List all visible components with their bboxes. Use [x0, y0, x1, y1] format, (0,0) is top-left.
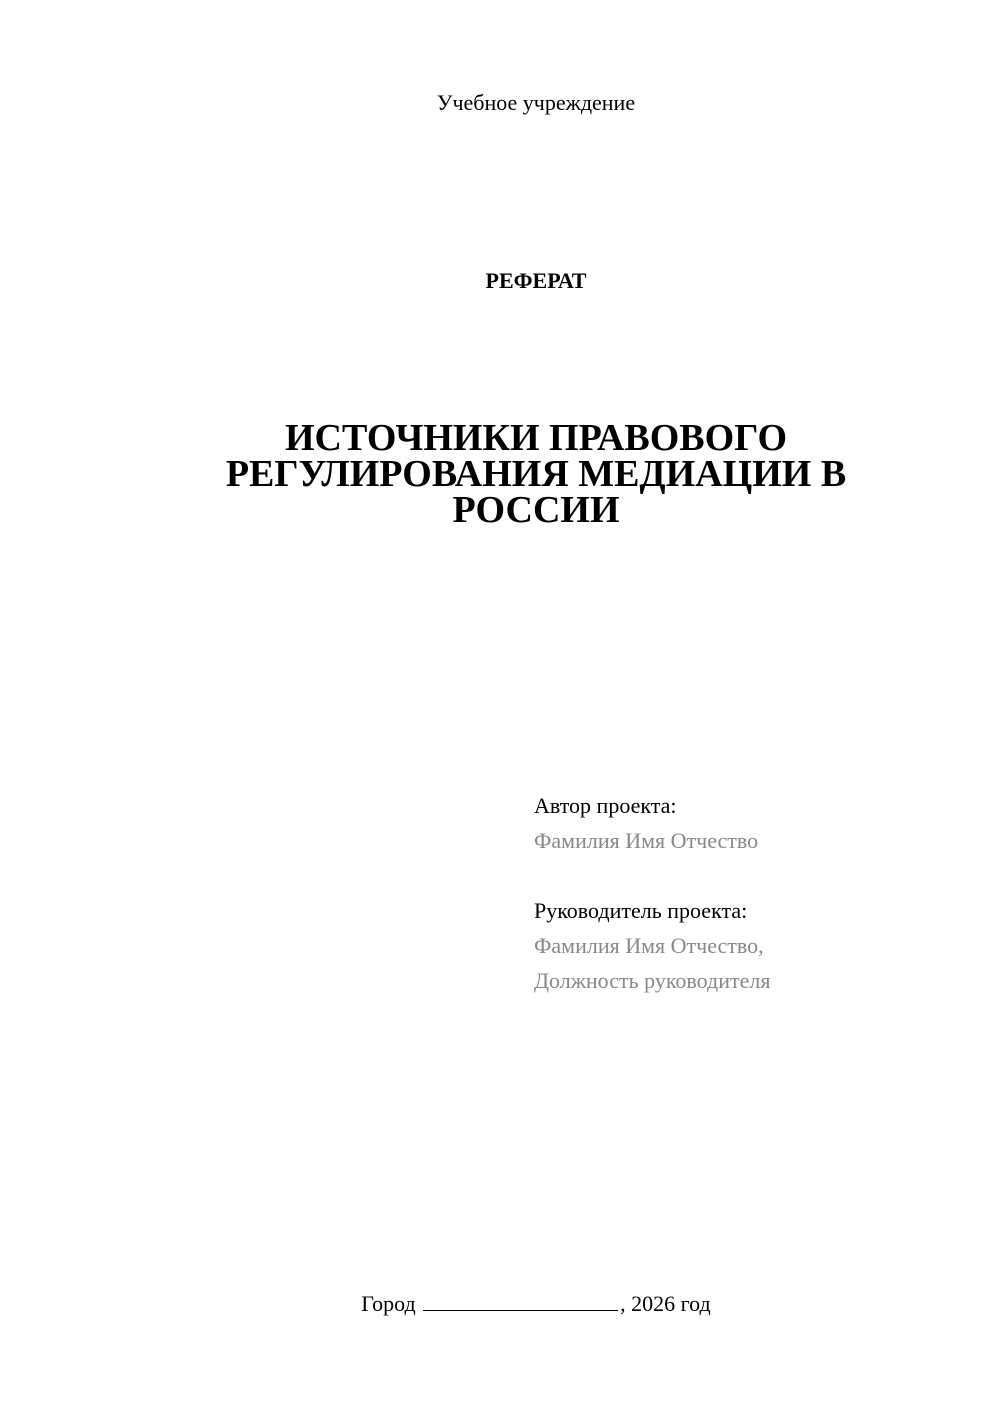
supervisor-name: Фамилия Имя Отчество,: [534, 933, 764, 958]
title-line: РОССИИ: [452, 489, 620, 531]
city-label: Город: [361, 1291, 416, 1316]
city-year-line: [0, 1290, 1000, 1317]
institution-name: Учебное учреждение: [436, 90, 636, 115]
year-text: , 2026 год: [620, 1291, 711, 1316]
document-title: [180, 417, 892, 531]
title-line: ИСТОЧНИКИ ПРАВОВОГО: [284, 417, 787, 459]
author-name: Фамилия Имя Отчество: [534, 828, 759, 853]
supervisor-position: Должность руководителя: [534, 968, 771, 993]
supervisor-label: Руководитель проекта:: [534, 898, 748, 923]
city-blank-line: [423, 1290, 618, 1311]
title-line: РЕГУЛИРОВАНИЯ МЕДИАЦИИ В: [225, 453, 847, 495]
document-type: РЕФЕРАТ: [485, 268, 587, 293]
author-label: Автор проекта:: [534, 793, 677, 818]
author-block: [534, 788, 758, 858]
supervisor-block: [534, 893, 770, 998]
